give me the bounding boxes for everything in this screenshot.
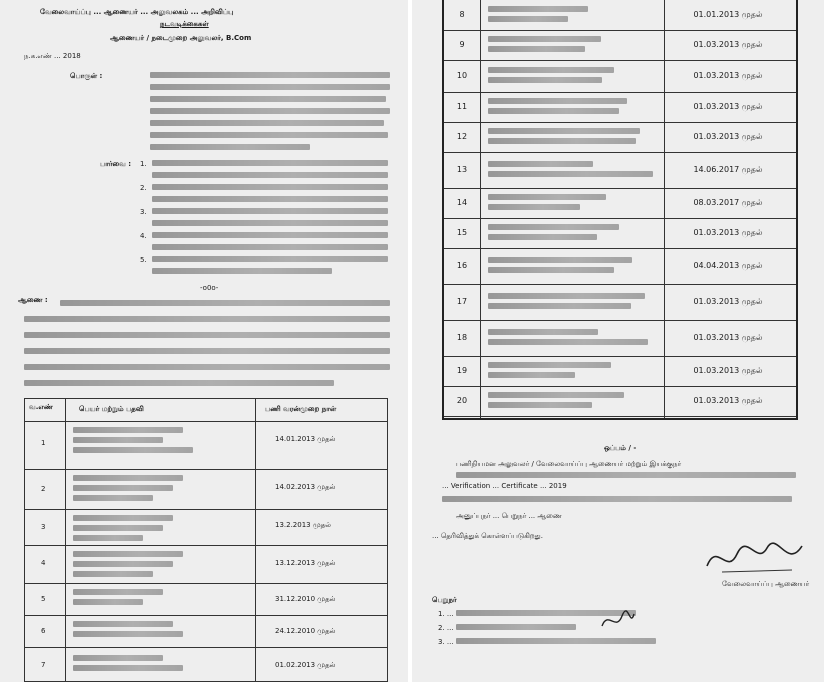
table-row-date: 01.03.2013 முதல்: [693, 40, 763, 49]
footer-line-3: அனுப்புநர் ... பெறுநர் ... ஆணை: [456, 512, 562, 520]
table-row-date: 14.01.2013 முதல்: [275, 435, 336, 443]
table-row-date: 04.04.2013 முதல்: [693, 261, 763, 270]
table-row: [444, 356, 796, 387]
copy-line: 1. ...: [438, 610, 454, 618]
table-row-date: 01.03.2013 முதல்: [693, 396, 763, 405]
reference-text-line: [152, 256, 388, 262]
table-row: [444, 92, 796, 123]
copy-line: 3. ...: [438, 638, 454, 646]
initials-mark: [598, 606, 638, 636]
left-document-page: [0, 0, 408, 682]
reference-text-line: [152, 220, 388, 226]
table-row: [444, 386, 796, 417]
table-row-date: 01.03.2013 முதல்: [693, 333, 763, 342]
table-cell-text-line: [488, 46, 585, 52]
table-row: [444, 152, 796, 189]
reference-item-number: 2.: [140, 184, 147, 192]
table-cell-text-line: [488, 77, 602, 83]
subject-text-line: [150, 72, 390, 78]
reference-text-line: [152, 196, 388, 202]
table-cell-text-line: [488, 161, 593, 167]
order-text-line: [24, 348, 390, 354]
table-cell-text-line: [488, 98, 627, 104]
table-cell-text-line: [488, 16, 568, 22]
table-row-number: 20: [456, 396, 468, 405]
table-cell-text-line: [488, 67, 614, 73]
table-cell-text-line: [488, 108, 619, 114]
table-row-number: 4: [41, 559, 46, 567]
table-row-number: 9: [459, 40, 465, 49]
subject-text-line: [150, 96, 386, 102]
reference-item-number: 3.: [140, 208, 147, 216]
column-header-serial: வ.எண்: [29, 403, 53, 411]
table-row-number: 7: [41, 661, 46, 669]
footer-heading: ஒப்பம் / -: [604, 444, 637, 452]
table-row-date: 01.03.2013 முதல்: [693, 71, 763, 80]
subject-label: பொருள் :: [70, 72, 103, 80]
table-row-date: 01.02.2013 முதல்: [275, 661, 336, 669]
reference-text-line: [152, 268, 332, 274]
table-row-number: 13: [456, 165, 468, 174]
order-text-line: [24, 364, 390, 370]
table-row-date: 31.12.2010 முதல்: [275, 595, 336, 603]
reference-label: பார்வை :: [100, 160, 132, 168]
table-row-date: 01.03.2013 முதல்: [693, 102, 763, 111]
footer-line-4: ... தெரிவித்துக் கொள்ளப்படுகிறது.: [432, 532, 543, 540]
table-row-date: 13.2.2013 முதல்: [275, 521, 331, 529]
table-row: [444, 122, 796, 153]
table-cell-text-line: [488, 257, 632, 263]
table-cell-text-line: [488, 303, 631, 309]
order-text-line: [60, 300, 390, 306]
table-row-number: 11: [456, 102, 468, 111]
table-row-date: 14.02.2013 முதல்: [275, 483, 336, 491]
header-line-1: வேலைவாய்ப்பு ... ஆணையர் ... அலுவலகம் ... அறிவிப்பு: [40, 8, 234, 16]
table-cell-text-line: [488, 372, 575, 378]
table-row: [444, 284, 796, 321]
signature-mark: [702, 536, 812, 580]
footer-text-line: [442, 496, 792, 502]
table-row: [444, 0, 796, 31]
separator-mark: -o0o-: [200, 284, 219, 292]
table-cell-text-line: [488, 6, 588, 12]
table-row-number: 3: [41, 523, 46, 531]
right-document-page: [412, 0, 824, 682]
table-row: [444, 248, 796, 285]
table-cell-text-line: [488, 171, 653, 177]
table-cell-text-line: [488, 224, 619, 230]
table-row-date: 01.03.2013 முதல்: [693, 132, 763, 141]
table-row-number: 15: [456, 228, 468, 237]
reference-number: ந.க.எண் ... 2018: [24, 52, 81, 60]
table-row: [444, 320, 796, 357]
table-row: [444, 188, 796, 219]
footer-text-line: [456, 472, 796, 478]
subject-text-line: [150, 144, 310, 150]
table-cell-text-line: [488, 329, 598, 335]
table-row: [444, 30, 796, 61]
table-cell-text-line: [488, 194, 606, 200]
order-text-line: [24, 316, 390, 322]
table-cell-text-line: [488, 234, 597, 240]
reference-item-number: 4.: [140, 232, 147, 240]
subject-text-line: [150, 84, 390, 90]
footer-line-2: ... Verification ... Certificate ... 2019: [442, 482, 567, 490]
table-row-date: 14.06.2017 முதல்: [693, 165, 763, 174]
table-row: [444, 218, 796, 249]
subject-text-line: [150, 108, 390, 114]
order-label: ஆணை :: [18, 296, 48, 304]
table-cell-text-line: [488, 36, 601, 42]
table-cell-text-line: [488, 362, 611, 368]
reference-item-number: 5.: [140, 256, 147, 264]
header-line-3: ஆணையர் / நடைமுறை அலுவலர், B.Com: [110, 34, 252, 42]
table-row-date: 24.12.2010 முதல்: [275, 627, 336, 635]
table-row-number: 17: [456, 297, 468, 306]
table-row-number: 16: [456, 261, 468, 270]
table-row-date: 08.03.2017 முதல்: [693, 198, 763, 207]
copy-line: 2. ...: [438, 624, 454, 632]
table-row-number: 2: [41, 485, 46, 493]
subject-text-line: [150, 132, 388, 138]
table-cell-text-line: [488, 293, 645, 299]
footer-line-1: பணிநியமன அலுவலர் / வேலைவாய்ப்பு ஆணையர் மற்றும் இயக்குநர்: [456, 460, 682, 468]
table-cell-text-line: [488, 392, 624, 398]
table-cell-text-line: [488, 402, 592, 408]
header-line-2: நடவடிக்கைகள்: [160, 20, 209, 28]
table-row-date: 01.03.2013 முதல்: [693, 366, 763, 375]
table-row-date: 01.01.2013 முதல்: [693, 10, 763, 19]
table-row-date: 01.03.2013 முதல்: [693, 228, 763, 237]
table-row: [444, 60, 796, 93]
copy-to-label: பெறுநர்: [432, 596, 457, 604]
table-cell-text-line: [488, 204, 580, 210]
order-text-line: [24, 332, 390, 338]
column-header-date: பணி வரன்முறை நாள்: [265, 405, 337, 413]
order-text-line: [24, 380, 334, 386]
signatory-title: வேலைவாய்ப்பு ஆணையர்: [722, 580, 810, 588]
staff-table-right: [442, 0, 798, 420]
table-row-number: 5: [41, 595, 46, 603]
reference-text-line: [152, 232, 388, 238]
table-row-number: 12: [456, 132, 468, 141]
table-row-date: 01.03.2013 முதல்: [693, 297, 763, 306]
table-cell-text-line: [488, 267, 614, 273]
reference-text-line: [152, 184, 388, 190]
table-cell-text-line: [488, 128, 640, 134]
staff-table-left: [24, 398, 388, 682]
table-row-number: 6: [41, 627, 46, 635]
reference-item-number: 1.: [140, 160, 147, 168]
table-row-number: 19: [456, 366, 468, 375]
table-row-number: 10: [456, 71, 468, 80]
table-cell-text-line: [488, 339, 648, 345]
table-row-date: 13.12.2013 முதல்: [275, 559, 336, 567]
table-row-number: 8: [459, 10, 465, 19]
table-cell-text-line: [488, 138, 636, 144]
reference-text-line: [152, 244, 388, 250]
reference-text-line: [152, 172, 388, 178]
column-header-name: பெயர் மற்றும் பதவி: [79, 405, 144, 413]
table-row-number: 14: [456, 198, 468, 207]
reference-text-line: [152, 208, 388, 214]
subject-text-line: [150, 120, 384, 126]
table-row-number: 18: [456, 333, 468, 342]
reference-text-line: [152, 160, 388, 166]
table-row-number: 1: [41, 439, 46, 447]
